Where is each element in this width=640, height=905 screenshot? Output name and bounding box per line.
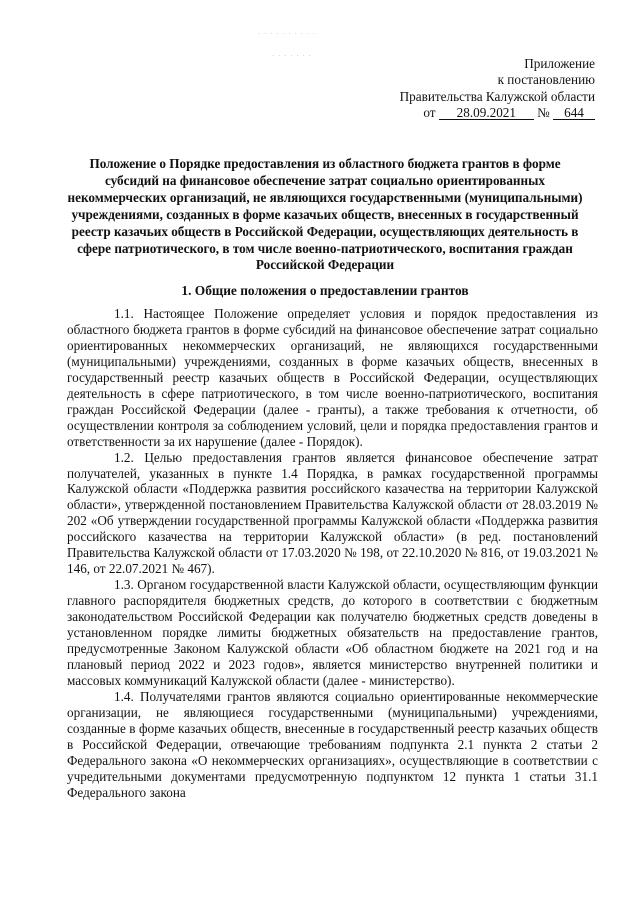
appendix-date-line [400,105,595,121]
date-prefix: от [423,104,436,120]
paragraph-1-2: 1.2. Целью предоставления грантов является финансовое обеспечение затрат получателей, указанных в пункте 1.4 Порядка, в рамках государственной программы Калужской области «Поддержка развития российского казачества на территории Калужской области», утвержденной постановлением Правительства Калужской области от 28.03.2019 № 202 «Об утверждении государственной программы Калужской области «Поддержка развития российского казачества на территории Калужской области» (в ред. постановлений Правительства Калужской области от 17.03.2020 № 198, от 22.10.2020 № 816, от 19.03.2021 № 146, от 22.07.2021 № 467). [67,449,598,577]
number-prefix: № [537,104,550,120]
document-body [67,306,598,801]
document-title: Положение о Порядке предоставления из областного бюджета грантов в форме субсидий на финансовое обеспечение затрат социально ориентированных некоммерческих организаций, не являющихся государственными (муниципальными) учреждениями, созданных в форме казачьих обществ, внесенных в государственный реестр казачьих обществ в Российской Федерации, осуществляющих деятельность в сфере патриотического, в том числе военно-патриотического, воспитания граждан Российской Федерации [67,156,583,273]
appendix-line-1: Приложение [524,56,595,71]
decree-date: 28.09.2021 [439,106,534,120]
appendix-header [400,56,595,121]
section-heading: 1. Общие положения о предоставлении грантов [181,283,469,298]
appendix-line-2: к постановлению [497,72,595,88]
faint-mark-2: · · · · · · · [272,52,312,60]
paragraph-1-1: 1.1. Настоящее Положение определяет условия и порядок предоставления из областного бюджета грантов в форме субсидий на финансовое обеспечение затрат социально ориентированных некоммерческих организаций, не являющихся государственными (муниципальными) учреждениями, созданных в форме казачьих обществ, внесенных в государственный реестр казачьих обществ в Российской Федерации, осуществляющих деятельность в сфере патриотического, в том числе военно-патриотического, воспитания граждан Российской Федерации (далее - гранты), а также требования к отчетности, об осуществлении контроля за соблюдением условий, цели и порядка предоставления грантов и ответственности за их нарушение (далее - Порядок). [67,306,598,449]
paragraph-1-3: 1.3. Органом государственной власти Калужской области, осуществляющим функции главного распорядителя бюджетных средств, до которого в соответствии с бюджетным законодательством Российской Федерации как получателю бюджетных средств доведены в установленном порядке лимиты бюджетных обязательств на предоставление грантов, предусмотренные Законом Калужской области «Об областном бюджете на 2021 год и на плановый период 2022 и 2023 годов», является министерство внутренней политики и массовых коммуникаций Калужской области (далее - министерство). [67,577,598,688]
paragraph-1-4: 1.4. Получателями грантов являются социально ориентированные некоммерческие организации, не являющиеся государственными (муниципальными) учреждениями, созданные в форме казачьих обществ, внесенные в государственный реестр казачьих обществ в Российской Федерации, отвечающие требованиям подпункта 2.1 пункта 2 статьи 2 Федерального закона «О некоммерческих организациях», осуществляющие в соответствии с учредительными документами предусмотренную подпунктом 12 пункта 1 статьи 31.1 Федерального закона [67,688,598,800]
decree-number: 644 [553,106,595,120]
faint-mark-1: · · · · · · · · · · [258,30,317,38]
appendix-line-3: Правительства Калужской области [399,88,595,104]
